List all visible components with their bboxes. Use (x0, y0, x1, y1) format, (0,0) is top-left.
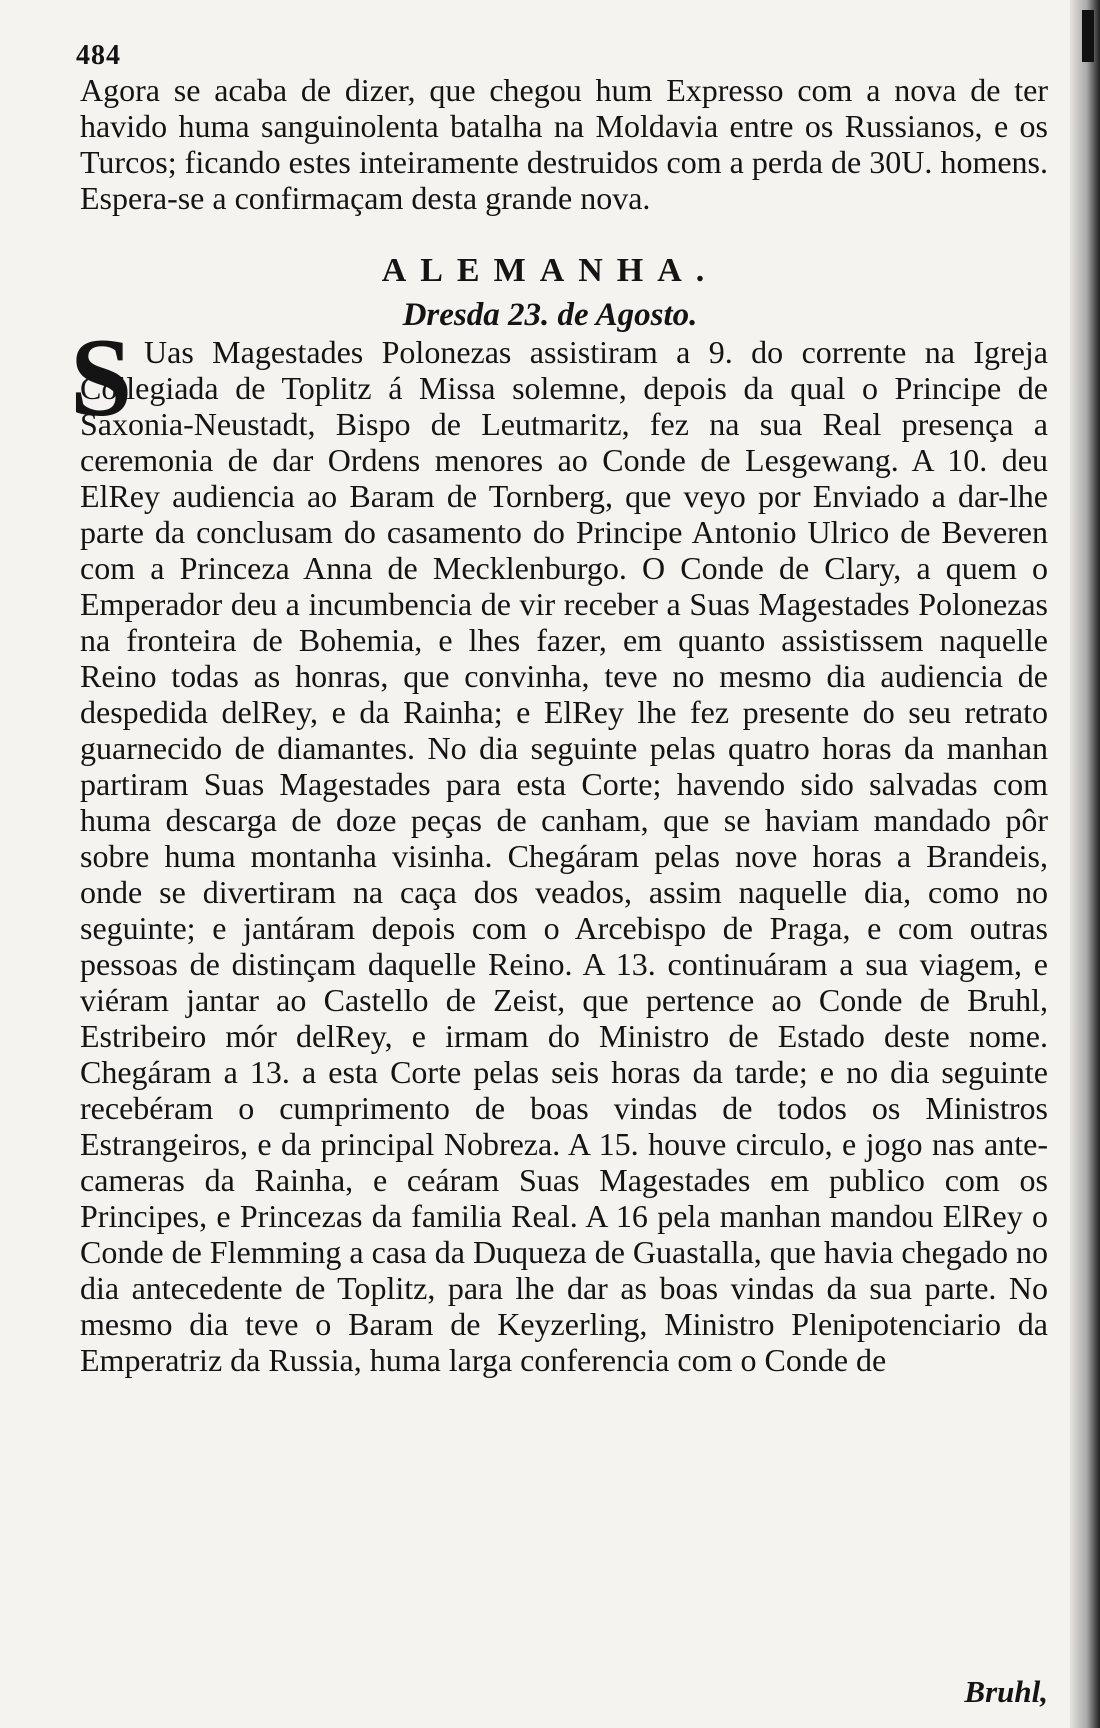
drop-cap: S (70, 316, 133, 440)
article-body (80, 334, 1048, 1378)
section-heading: ALEMANHA. (381, 252, 719, 289)
article-body-text: Uas Magestades Polonezas assistiram a 9. do corrente na Igreja Collegiada de Toplitz á Missa solemne, depois da qual o Principe de Saxonia-Neustadt, Bispo de Leutmaritz, fez na sua Real presença a ceremonia de dar Ordens menores ao Conde de Lesgewang. A 10. deu ElRey audiencia ao Baram de Tornberg, que veyo por Enviado a dar-lhe parte da conclusam do casamento do Principe Antonio Ulrico de Beveren com a Princeza Anna de Mecklenburgo. O Conde de Clary, a quem o Emperador deu a incumbencia de vir receber a Suas Magestades Polonezas na fronteira de Bohemia, e lhes fazer, em quanto assistissem naquelle Reino todas as honras, que convinha, teve no mesmo dia audiencia de despedida delRey, e da Rainha; e ElRey lhe fez presente do seu retrato guarnecido de diamantes. No dia seguinte pelas quatro horas da manhan partiram Suas Magestades para esta Corte; havendo sido salvadas com huma descarga de doze peças de canham, que se haviam mandado pôr sobre huma montanha visinha. Chegáram pelas nove horas a Brandeis, onde se divertiram na caça dos veados, assim naquelle dia, como no seguinte; e jantáram depois com o Arcebispo de Praga, e com outras pessoas de distinçam daquelle Reino. A 13. continuáram a sua viagem, e viéram jantar ao Castello de Zeist, que pertence ao Conde de Bruhl, Estribeiro mór delRey, e irmam do Ministro de Estado deste nome. Chegáram a 13. a esta Corte pelas seis horas da tarde; e no dia seguinte recebéram o cumprimento de boas vindas de todos os Ministros Estrangeiros, e da principal Nobreza. A 15. houve circulo, e jogo nas ante-cameras da Rainha, e ceáram Suas Magestades em publico com os Principes, e Princezas da familia Real. A 16 pela manhan mandou ElRey o Conde de Flemming a casa da Duqueza de Guastalla, que havia chegado no dia antecedente de Toplitz, para lhe dar as boas vindas da sua parte. No mesmo dia teve o Baram de Keyzerling, Ministro Plenipotenciario da Emperatriz da Russia, huma larga conferencia com o Conde de (80, 334, 1048, 1378)
intro-paragraph: Agora se acaba de dizer, que chegou hum Expresso com a nova de ter havido huma sanguinolenta batalha na Moldavia entre os Russianos, e os Turcos; ficando estes inteiramente destruidos com a perda de 30U. homens. Espera-se a confirmaçam desta grande nova. (80, 72, 1048, 216)
page-number: 484 (76, 40, 121, 71)
catchword: Bruhl, (964, 1674, 1048, 1709)
dateline: Dresda 23. de Agosto. (402, 297, 698, 333)
binding-mark (1082, 10, 1094, 62)
